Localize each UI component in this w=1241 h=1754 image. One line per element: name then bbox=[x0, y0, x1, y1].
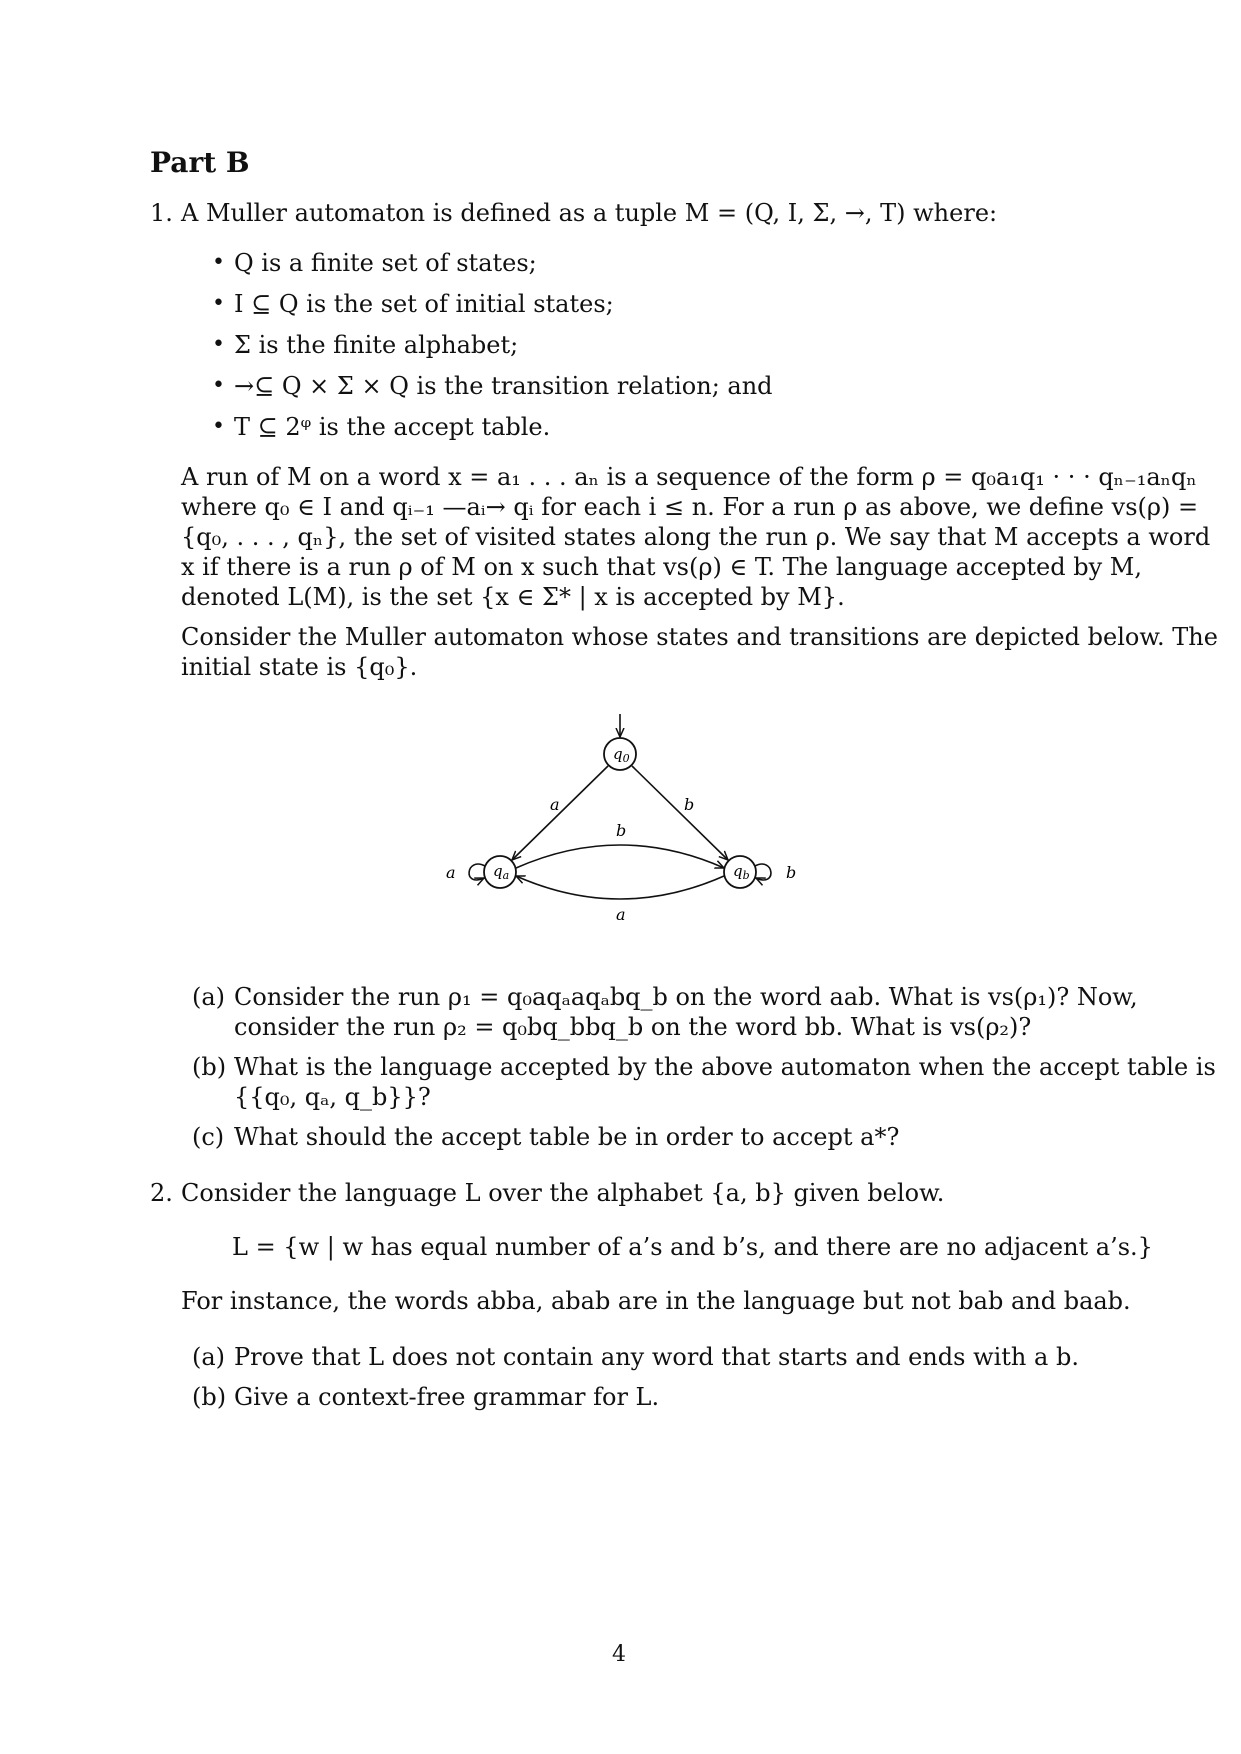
run-paragraph-line: where q₀ ∈ I and qᵢ₋₁ —aᵢ→ qᵢ for each i ≤ n. For a run ρ as above, we define vs(ρ) = bbox=[181, 493, 1199, 521]
edge-label-qa-qb: b bbox=[616, 821, 627, 840]
subpart-a-line: consider the run ρ₂ = q₀bq_bbq_b on the word bb. What is vs(ρ₂)? bbox=[234, 1013, 1032, 1041]
self-loop-qb bbox=[755, 864, 771, 880]
bullet-icon: • bbox=[212, 332, 225, 357]
edge-label-q0-qa: a bbox=[550, 795, 560, 814]
edge-qa-qb bbox=[516, 845, 724, 868]
bullet-icon: • bbox=[212, 414, 225, 439]
part-heading: Part B bbox=[150, 146, 250, 179]
consider-paragraph-line: Consider the Muller automaton whose states and transitions are depicted below. The bbox=[181, 623, 1218, 651]
subpart-b-line: {{q₀, qₐ, q_b}}? bbox=[234, 1083, 431, 1111]
subpart-b-line: What is the language accepted by the above automaton when the accept table is bbox=[234, 1053, 1216, 1081]
run-paragraph-line: denoted L(M), is the set {x ∈ Σ* | x is accepted by M}. bbox=[181, 583, 845, 611]
definition-initial-states: I ⊆ Q is the set of initial states; bbox=[234, 290, 614, 318]
muller-automaton-diagram bbox=[430, 710, 810, 934]
run-paragraph-line: {q₀, . . . , qₙ}, the set of visited states along the run ρ. We say that M accepts a word bbox=[181, 523, 1211, 551]
definition-accept-table: T ⊆ 2ᵠ is the accept table. bbox=[234, 413, 551, 441]
subpart-label: (b) bbox=[192, 1383, 227, 1411]
self-loop-label-qa: a bbox=[446, 863, 456, 882]
q2-subpart-a: Prove that L does not contain any word that starts and ends with a b. bbox=[234, 1343, 1079, 1371]
question-2-intro: Consider the language L over the alphabet {a, b} given below. bbox=[181, 1179, 945, 1207]
self-loop-label-qb: b bbox=[786, 863, 797, 882]
subpart-c-line: What should the accept table be in order to accept a*? bbox=[234, 1123, 900, 1151]
edge-label-q0-qb: b bbox=[684, 795, 695, 814]
question-2-number: 2. bbox=[150, 1179, 173, 1207]
question-1-intro: A Muller automaton is defined as a tuple M = (Q, I, Σ, →, T) where: bbox=[181, 199, 998, 227]
state-qb-label: $q_b$ bbox=[733, 862, 750, 882]
language-example: For instance, the words abba, abab are in the language but not bab and baab. bbox=[181, 1287, 1131, 1315]
run-paragraph-line: x if there is a run ρ of M on x such that vs(ρ) ∈ T. The language accepted by M, bbox=[181, 553, 1143, 581]
language-definition: L = {w | w has equal number of a’s and b’s, and there are no adjacent a’s.} bbox=[232, 1233, 1153, 1261]
bullet-icon: • bbox=[212, 250, 225, 275]
subpart-label: (c) bbox=[192, 1123, 225, 1151]
question-1-number: 1. bbox=[150, 199, 173, 227]
consider-paragraph-line: initial state is {q₀}. bbox=[181, 653, 418, 681]
self-loop-qa bbox=[469, 864, 485, 880]
subpart-a-line: Consider the run ρ₁ = q₀aqₐaqₐbq_b on the word aab. What is vs(ρ₁)? Now, bbox=[234, 983, 1138, 1011]
subpart-label: (b) bbox=[192, 1053, 227, 1081]
edge-label-qb-qa: a bbox=[616, 905, 626, 924]
definition-transition-relation: →⊆ Q × Σ × Q is the transition relation; and bbox=[234, 372, 773, 400]
subpart-label: (a) bbox=[192, 983, 226, 1011]
page-number: 4 bbox=[612, 1642, 626, 1667]
run-paragraph-line: A run of M on a word x = a₁ . . . aₙ is a sequence of the form ρ = q₀a₁q₁ · · · qₙ₋₁aₙqₙ bbox=[181, 463, 1197, 491]
definition-states: Q is a finite set of states; bbox=[234, 249, 537, 277]
edge-qb-qa bbox=[516, 876, 724, 899]
definition-alphabet: Σ is the finite alphabet; bbox=[234, 331, 519, 359]
q2-subpart-b: Give a context-free grammar for L. bbox=[234, 1383, 660, 1411]
state-q0-label: $q_0$ bbox=[613, 745, 630, 765]
subpart-label: (a) bbox=[192, 1343, 226, 1371]
bullet-icon: • bbox=[212, 373, 225, 398]
bullet-icon: • bbox=[212, 291, 225, 316]
state-qa-label: $q_a$ bbox=[493, 862, 510, 882]
